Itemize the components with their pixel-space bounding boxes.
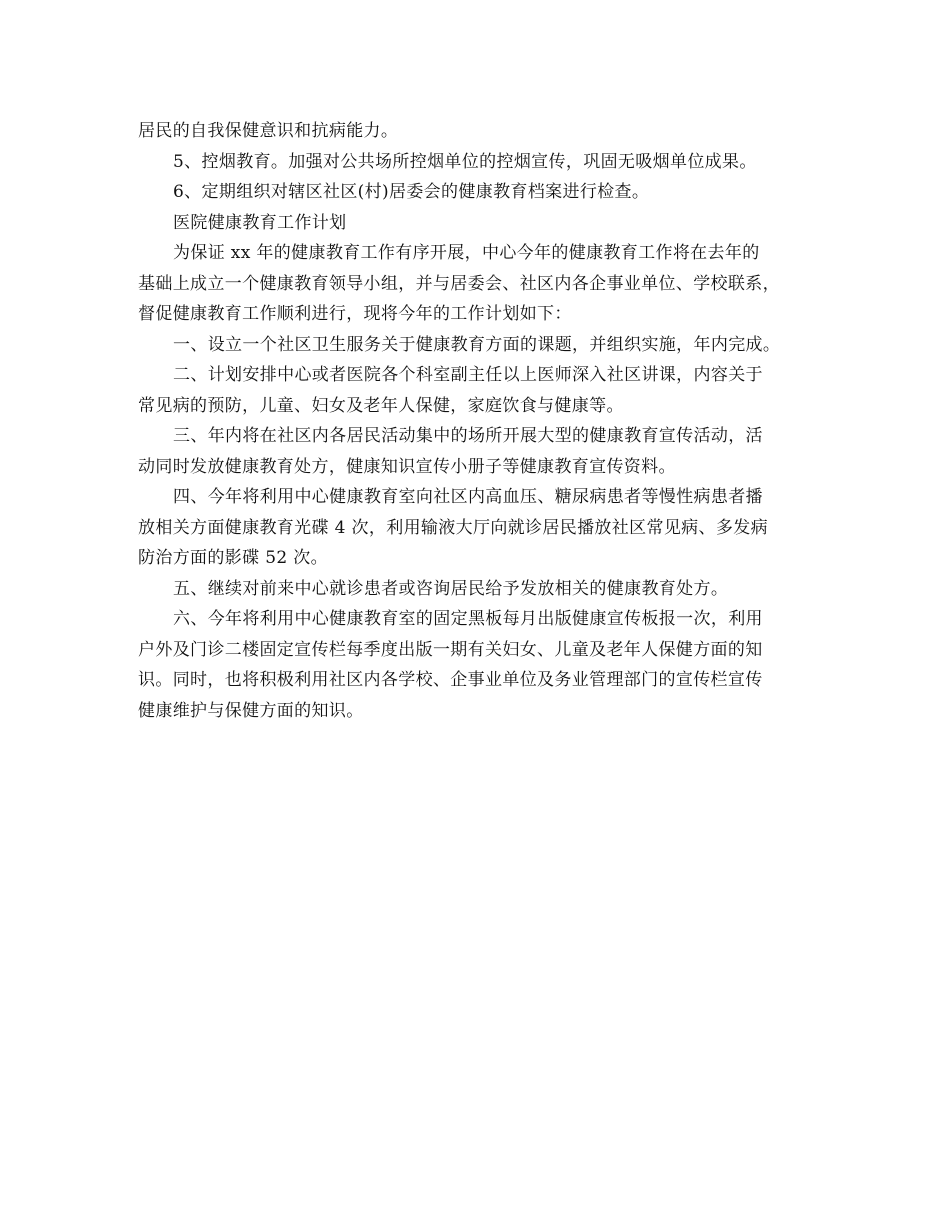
text-line-20: 健康维护与保健方面的知识。 [138, 700, 364, 721]
text-line-6: 基础上成立一个健康教育领导小组，并与居委会、社区内各企事业单位、学校联系， [138, 273, 780, 294]
text-line-19: 识。同时，也将积极利用社区内各学校、企事业单位及务业管理部门的宣传栏宣传 [138, 670, 763, 690]
text-line-18: 户外及门诊二楼固定宣传栏每季度出版一期有关妇女、儿童及老年人保健方面的知 [138, 639, 763, 660]
text-line-16: 五、继续对前来中心就诊患者或咨询居民给予发放相关的健康教育处方。 [173, 578, 729, 599]
section-title: 医院健康教育工作计划 [173, 212, 347, 233]
text-line-14: 放相关方面健康教育光碟 4 次，利用输液大厅向就诊居民播放社区常见病、多发病 [138, 517, 768, 538]
text-line-13: 四、今年将利用中心健康教育室向社区内高血压、糖尿病患者等慢性病患者播 [173, 487, 763, 507]
text-line-5: 为保证 xx 年的健康教育工作有序开展，中心今年的健康教育工作将在去年的 [173, 243, 760, 263]
document-body [138, 116, 818, 726]
text-line-7: 督促健康教育工作顺利进行，现将今年的工作计划如下： [138, 304, 572, 324]
text-line-12: 动同时发放健康教育处方，健康知识宣传小册子等健康教育宣传资料。 [138, 456, 676, 477]
text-line-15: 防治方面的影碟 52 次。 [138, 548, 328, 568]
text-line-8: 一、设立一个社区卫生服务关于健康教育方面的课题，并组织实施，年内完成。 [173, 334, 781, 355]
text-line-9: 二、计划安排中心或者医院各个科室副主任以上医师深入社区讲课，内容关于 [173, 365, 763, 385]
text-line-17: 六、今年将利用中心健康教育室的固定黑板每月出版健康宣传板报一次，利用 [173, 609, 763, 629]
text-line-3: 6、定期组织对辖区社区(村)居委会的健康教育档案进行检查。 [173, 182, 650, 202]
text-line-11: 三、年内将在社区内各居民活动集中的场所开展大型的健康教育宣传活动，活 [173, 426, 763, 446]
text-line-2: 5、控烟教育。加强对公共场所控烟单位的控烟宣传，巩固无吸烟单位成果。 [173, 151, 757, 172]
text-line-1: 居民的自我保健意识和抗病能力。 [138, 121, 399, 141]
text-line-10: 常见病的预防，儿童、妇女及老年人保健，家庭饮食与健康等。 [138, 395, 624, 416]
